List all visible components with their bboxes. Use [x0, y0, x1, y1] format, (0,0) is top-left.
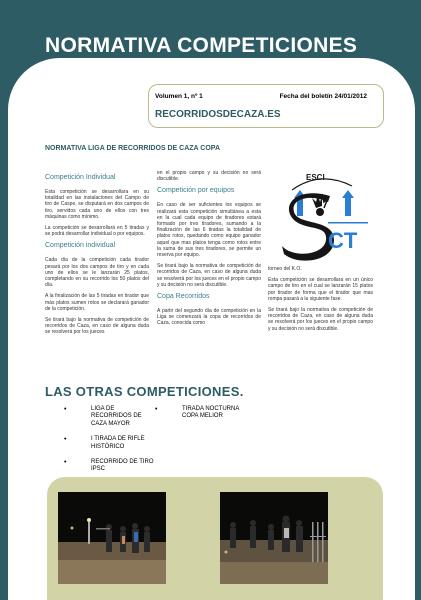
paragraph: en el propio campo y su decisión no será discutible. — [157, 170, 261, 183]
night-shooting-photo — [58, 492, 166, 584]
section-title: Competición Individual — [45, 174, 116, 181]
paragraph: Esta competición se desarrollara en su totalidad en las instalaciones del Campo de tiro de Caspe, se disputará en dos campos de tiro, servidos cada uno de ellos con tres máquinas como mínimo. — [45, 189, 149, 220]
article-column-1 — [45, 170, 149, 341]
other-competitions-list-right — [155, 406, 255, 429]
article-heading: NORMATIVA LIGA DE RECORRIDOS DE CAZA COPA — [45, 145, 220, 152]
paragraph: Se tirará bajo la normativa de competición de recorridos de Caza, en caso de alguna duda se resolverá por los jueces — [45, 317, 149, 336]
article-column-2 — [157, 170, 261, 332]
paragraph: A partir del segundo día de competición en la Liga se comenzará la copa de recorridos de Caza, conocida como — [157, 308, 261, 327]
section-title: Competición individual — [45, 242, 116, 250]
paragraph: En caso de ser suficientes los equipos se realizará esta competición simultánea a esta en la cual cada equipo de tiradores estará formado por tres tiradores, sumando a la finalización de las 6 tiradas la totalidad de platos rotos, quedando como equipo ganador aquel que mas platos tenga como rotos entre la suma de sus tres tiradores, se permite un reserva por equipo. — [157, 202, 261, 259]
frame-left — [0, 120, 8, 600]
paragraph: Se tirará bajo la normativa de competición de recorridos de Caza, en caso de alguna duda se resolverá por los jueces en el propio campo y su decisión no será discutible. — [268, 307, 373, 332]
list-item: • I TIRADA DE RIFLE HISTÓRICO — [64, 436, 154, 451]
section-title: Copa Recorridos — [157, 293, 210, 301]
shooting-club-logo — [272, 168, 372, 266]
page-title: NORMATIVA COMPETICIONES — [45, 34, 358, 57]
list-item: • TIRADA NOCTURNA COPA MELIOR — [155, 406, 255, 421]
paragraph: Cada día de la competición cada tirador pesará por los dos campos de tiro y en cada uno de ellos se le lanzarán 25 platos, completando en su recorrido los 50 platos del día. — [45, 257, 149, 289]
bulletin-box — [148, 84, 384, 128]
logo-letters: CT — [328, 228, 358, 253]
bulletin-date: Fecha del boletín 24/01/2012 — [279, 93, 367, 100]
article-column-3 — [268, 266, 373, 337]
paragraph: Se tirará bajo la normativa de competición de recorridos de Caza, en caso de alguna duda se resolverá por los jueces en el propio campo y su decisión no será discutible. — [157, 263, 261, 288]
bulletin-volume: Volumen 1, nº 1 — [155, 93, 203, 100]
paragraph: La competición se desarrollará en 5 tiradas y se podrá desarrollar individual o por equipos. — [45, 225, 149, 238]
paragraph: torneo del K.O. — [268, 266, 302, 272]
bulletin-site-link[interactable]: RECORRIDOSDECAZA.ES — [155, 109, 281, 120]
night-shooting-photo — [220, 492, 328, 584]
others-title: LAS OTRAS COMPETICIONES. — [45, 384, 244, 399]
section-title: Competición por equipos — [157, 187, 235, 195]
paragraph: Esta competición se desarrollara en un único campo de tiro en el cual se lanzarán 15 platos por tirador de forma que el tirador que mas rompa pasará a la siguiente fase. — [268, 277, 373, 302]
other-competitions-list-left — [64, 406, 154, 482]
logo-arc-text: ESCI — [306, 173, 325, 182]
paragraph: A la finalización de las 5 tiradas en tirador que más platos sumen rotos se declarará ganador de la competición. — [45, 293, 149, 312]
list-item: • RECORRIDO DE TIRO IPSC — [64, 459, 154, 474]
list-item: • LIGA DE RECORRIDOS DE CAZA MAYOR — [64, 406, 154, 428]
